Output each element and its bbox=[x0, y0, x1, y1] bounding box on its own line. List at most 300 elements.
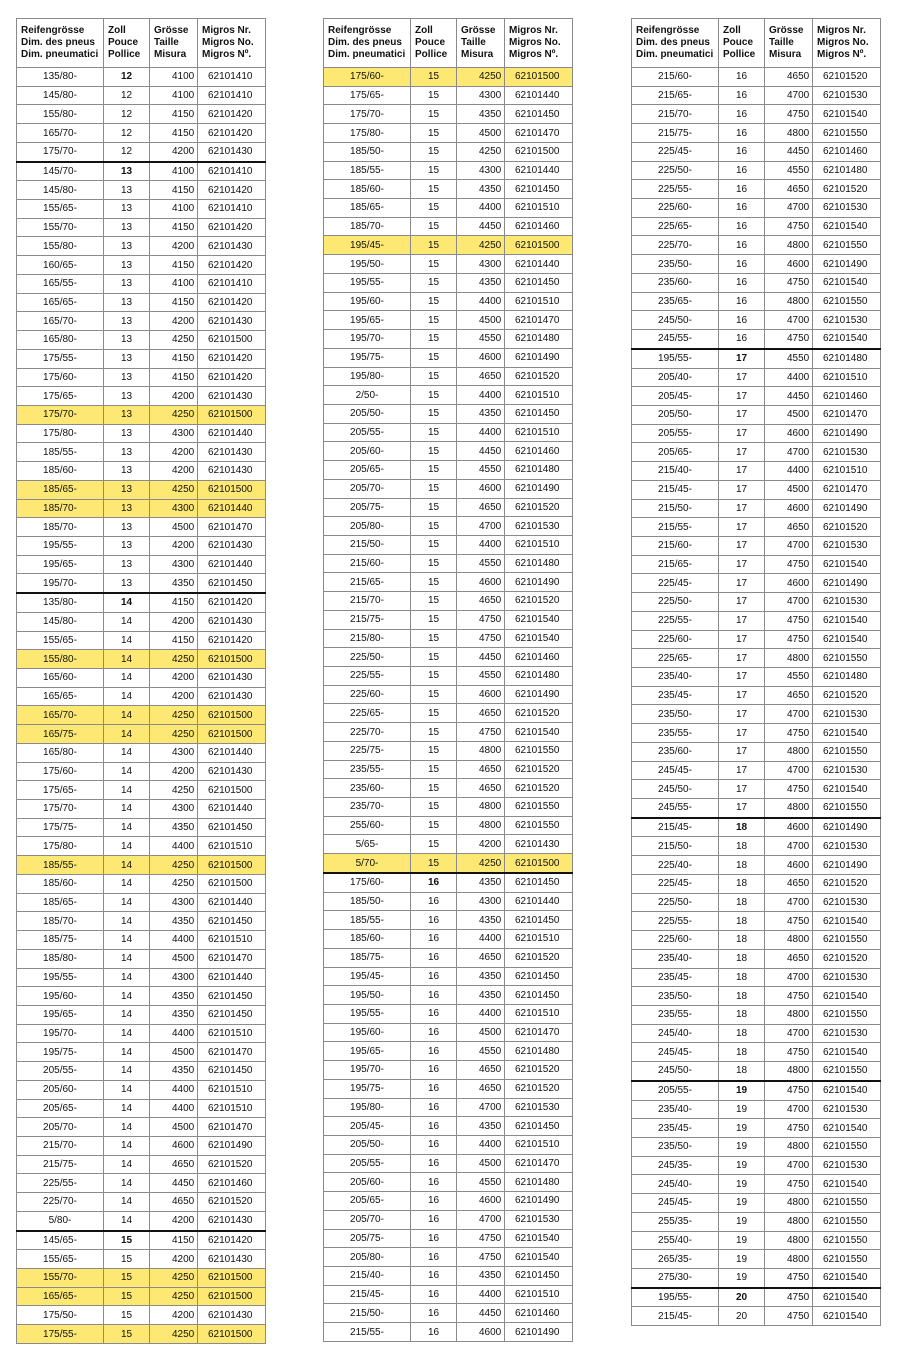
table-row bbox=[17, 1024, 266, 1043]
cell-size: 4650 bbox=[457, 367, 505, 386]
cell-tire-size: 215/55- bbox=[632, 518, 719, 537]
cell-tire-size: 205/70- bbox=[324, 479, 411, 498]
cell-inch: 17 bbox=[719, 462, 765, 481]
cell-size: 4350 bbox=[150, 574, 198, 593]
header-line: Dim. des pneus bbox=[636, 37, 710, 48]
table-row bbox=[17, 574, 266, 593]
table-row bbox=[17, 405, 266, 424]
cell-inch: 14 bbox=[104, 1211, 150, 1230]
table-row bbox=[324, 68, 573, 87]
cell-inch: 13 bbox=[104, 368, 150, 387]
cell-tire-size: 205/65- bbox=[632, 443, 719, 462]
cell-tire-size: 165/70- bbox=[17, 312, 104, 331]
header-line: Taille bbox=[769, 37, 794, 48]
header-line: Grösse bbox=[461, 25, 496, 36]
cell-inch: 15 bbox=[411, 386, 457, 405]
cell-size: 4450 bbox=[150, 1174, 198, 1193]
cell-tire-size: 245/35- bbox=[632, 1156, 719, 1175]
cell-tire-size: 215/60- bbox=[632, 536, 719, 555]
table-row bbox=[17, 856, 266, 875]
cell-size: 4350 bbox=[457, 967, 505, 986]
cell-tire-size: 195/75- bbox=[324, 348, 411, 367]
table-row bbox=[17, 800, 266, 819]
table-row bbox=[324, 873, 573, 892]
cell-inch: 15 bbox=[411, 236, 457, 255]
cell-inch: 18 bbox=[719, 968, 765, 987]
cell-migros-number: 62101520 bbox=[505, 779, 573, 798]
cell-size: 4800 bbox=[765, 1137, 813, 1156]
cell-tire-size: 215/65- bbox=[324, 573, 411, 592]
cell-tire-size: 195/60- bbox=[324, 292, 411, 311]
cell-migros-number: 62101430 bbox=[198, 1306, 266, 1325]
cell-size: 4350 bbox=[457, 911, 505, 930]
cell-migros-number: 62101420 bbox=[198, 105, 266, 124]
table-row bbox=[632, 68, 881, 87]
header-line: Pouce bbox=[415, 37, 446, 48]
table-row bbox=[632, 705, 881, 724]
cell-inch: 15 bbox=[411, 255, 457, 274]
cell-tire-size: 175/60- bbox=[17, 762, 104, 781]
cell-tire-size: 215/50- bbox=[324, 535, 411, 554]
cell-migros-number: 62101460 bbox=[505, 217, 573, 236]
cell-tire-size: 175/50- bbox=[17, 1306, 104, 1325]
cell-inch: 18 bbox=[719, 837, 765, 856]
cell-size: 4400 bbox=[765, 368, 813, 387]
cell-migros-number: 62101500 bbox=[198, 725, 266, 744]
cell-migros-number: 62101420 bbox=[198, 293, 266, 312]
cell-tire-size: 205/50- bbox=[632, 405, 719, 424]
cell-migros-number: 62101520 bbox=[813, 686, 881, 705]
cell-migros-number: 62101540 bbox=[813, 1043, 881, 1062]
cell-migros-number: 62101450 bbox=[505, 967, 573, 986]
cell-inch: 15 bbox=[411, 554, 457, 573]
cell-migros-number: 62101510 bbox=[198, 1024, 266, 1043]
cell-migros-number: 62101540 bbox=[813, 1269, 881, 1288]
cell-inch: 15 bbox=[411, 86, 457, 105]
cell-migros-number: 62101520 bbox=[505, 760, 573, 779]
cell-tire-size: 205/55- bbox=[632, 424, 719, 443]
table-row bbox=[632, 1043, 881, 1062]
cell-tire-size: 205/50- bbox=[324, 404, 411, 423]
cell-migros-number: 62101450 bbox=[505, 986, 573, 1005]
cell-tire-size: 205/60- bbox=[17, 1080, 104, 1099]
cell-size: 4650 bbox=[150, 1193, 198, 1212]
cell-tire-size: 245/55- bbox=[632, 330, 719, 349]
table-row bbox=[324, 610, 573, 629]
cell-migros-number: 62101460 bbox=[505, 648, 573, 667]
cell-inch: 15 bbox=[411, 273, 457, 292]
cell-size: 4350 bbox=[150, 987, 198, 1006]
cell-migros-number: 62101530 bbox=[813, 199, 881, 218]
cell-tire-size: 245/50- bbox=[632, 1062, 719, 1081]
cell-size: 4600 bbox=[765, 255, 813, 274]
cell-inch: 18 bbox=[719, 1043, 765, 1062]
table-row bbox=[632, 555, 881, 574]
cell-migros-number: 62101550 bbox=[813, 1005, 881, 1024]
header-line: Reifengrösse bbox=[21, 25, 85, 36]
cell-inch: 15 bbox=[411, 311, 457, 330]
cell-inch: 14 bbox=[104, 669, 150, 688]
cell-inch: 15 bbox=[411, 498, 457, 517]
cell-inch: 16 bbox=[411, 1004, 457, 1023]
table-row bbox=[17, 1250, 266, 1269]
table-row bbox=[324, 892, 573, 911]
table-row bbox=[324, 723, 573, 742]
cell-inch: 17 bbox=[719, 518, 765, 537]
cell-size: 4350 bbox=[457, 1117, 505, 1136]
cell-inch: 17 bbox=[719, 705, 765, 724]
table-row bbox=[17, 949, 266, 968]
cell-inch: 16 bbox=[411, 948, 457, 967]
cell-tire-size: 225/55- bbox=[17, 1174, 104, 1193]
cell-migros-number: 62101490 bbox=[813, 255, 881, 274]
cell-inch: 15 bbox=[411, 667, 457, 686]
table-row bbox=[632, 893, 881, 912]
cell-migros-number: 62101410 bbox=[198, 274, 266, 293]
table-row bbox=[17, 124, 266, 143]
cell-migros-number: 62101500 bbox=[198, 856, 266, 875]
cell-size: 4200 bbox=[150, 536, 198, 555]
cell-tire-size: 195/75- bbox=[324, 1079, 411, 1098]
cell-inch: 14 bbox=[104, 818, 150, 837]
cell-inch: 14 bbox=[104, 1062, 150, 1081]
cell-tire-size: 225/50- bbox=[632, 893, 719, 912]
table-row bbox=[632, 593, 881, 612]
cell-tire-size: 235/50- bbox=[632, 1137, 719, 1156]
table-row bbox=[632, 799, 881, 818]
cell-size: 4700 bbox=[765, 1156, 813, 1175]
cell-size: 4400 bbox=[457, 930, 505, 949]
cell-tire-size: 225/60- bbox=[632, 931, 719, 950]
cell-size: 4750 bbox=[765, 1307, 813, 1326]
cell-migros-number: 62101470 bbox=[813, 480, 881, 499]
cell-inch: 16 bbox=[719, 255, 765, 274]
table-row bbox=[324, 930, 573, 949]
cell-migros-number: 62101420 bbox=[198, 256, 266, 275]
cell-tire-size: 185/55- bbox=[17, 856, 104, 875]
cell-inch: 15 bbox=[411, 68, 457, 87]
cell-inch: 15 bbox=[411, 292, 457, 311]
cell-tire-size: 195/65- bbox=[324, 311, 411, 330]
cell-migros-number: 62101440 bbox=[198, 800, 266, 819]
table-row bbox=[324, 105, 573, 124]
cell-tire-size: 225/45- bbox=[632, 574, 719, 593]
table-row bbox=[324, 142, 573, 161]
cell-migros-number: 62101480 bbox=[505, 554, 573, 573]
cell-migros-number: 62101490 bbox=[505, 685, 573, 704]
cell-inch: 18 bbox=[719, 949, 765, 968]
cell-size: 4550 bbox=[457, 330, 505, 349]
header-line: Pollice bbox=[723, 49, 756, 60]
cell-size: 4800 bbox=[765, 931, 813, 950]
cell-tire-size: 225/50- bbox=[632, 593, 719, 612]
cell-tire-size: 195/50- bbox=[324, 255, 411, 274]
cell-inch: 13 bbox=[104, 293, 150, 312]
cell-tire-size: 185/50- bbox=[324, 142, 411, 161]
cell-migros-number: 62101500 bbox=[505, 142, 573, 161]
cell-migros-number: 62101530 bbox=[813, 311, 881, 330]
cell-inch: 16 bbox=[411, 1192, 457, 1211]
cell-size: 4300 bbox=[457, 892, 505, 911]
table-row bbox=[17, 1325, 266, 1344]
cell-inch: 15 bbox=[411, 105, 457, 124]
cell-tire-size: 205/40- bbox=[632, 368, 719, 387]
table-row bbox=[324, 330, 573, 349]
cell-migros-number: 62101530 bbox=[813, 443, 881, 462]
cell-tire-size: 155/80- bbox=[17, 105, 104, 124]
cell-size: 4750 bbox=[765, 1269, 813, 1288]
cell-tire-size: 205/80- bbox=[324, 1248, 411, 1267]
cell-size: 4550 bbox=[765, 668, 813, 687]
cell-size: 4650 bbox=[457, 1061, 505, 1080]
cell-size: 4350 bbox=[150, 1005, 198, 1024]
cell-tire-size: 235/70- bbox=[324, 798, 411, 817]
cell-migros-number: 62101490 bbox=[813, 574, 881, 593]
table-row bbox=[17, 555, 266, 574]
cell-migros-number: 62101500 bbox=[198, 1269, 266, 1288]
cell-migros-number: 62101450 bbox=[198, 987, 266, 1006]
table-row bbox=[632, 387, 881, 406]
cell-migros-number: 62101430 bbox=[198, 687, 266, 706]
cell-size: 4650 bbox=[457, 1079, 505, 1098]
cell-inch: 15 bbox=[411, 404, 457, 423]
header-line: Migros Nº. bbox=[509, 49, 559, 60]
table-row bbox=[324, 629, 573, 648]
cell-size: 4700 bbox=[765, 1100, 813, 1119]
header-line: Misura bbox=[769, 49, 802, 60]
table-row bbox=[324, 255, 573, 274]
cell-migros-number: 62101470 bbox=[813, 405, 881, 424]
cell-size: 4750 bbox=[765, 724, 813, 743]
cell-tire-size: 155/80- bbox=[17, 650, 104, 669]
cell-tire-size: 235/60- bbox=[632, 742, 719, 761]
cell-size: 4400 bbox=[150, 1024, 198, 1043]
cell-size: 4300 bbox=[150, 499, 198, 518]
header-line: Migros No. bbox=[509, 37, 561, 48]
cell-size: 4700 bbox=[765, 837, 813, 856]
cell-migros-number: 62101520 bbox=[813, 518, 881, 537]
cell-size: 4800 bbox=[457, 798, 505, 817]
cell-size: 4600 bbox=[150, 1136, 198, 1155]
cell-migros-number: 62101420 bbox=[198, 1231, 266, 1250]
cell-tire-size: 185/60- bbox=[17, 462, 104, 481]
cell-tire-size: 225/70- bbox=[324, 723, 411, 742]
cell-migros-number: 62101510 bbox=[198, 1080, 266, 1099]
header-tire-size bbox=[324, 19, 411, 68]
table-row bbox=[17, 331, 266, 350]
table-row bbox=[17, 443, 266, 462]
cell-inch: 18 bbox=[719, 1062, 765, 1081]
cell-inch: 17 bbox=[719, 387, 765, 406]
cell-tire-size: 225/45- bbox=[632, 874, 719, 893]
table-row bbox=[632, 818, 881, 837]
cell-inch: 18 bbox=[719, 818, 765, 837]
table-row bbox=[17, 1269, 266, 1288]
table-row bbox=[324, 986, 573, 1005]
cell-tire-size: 205/80- bbox=[324, 517, 411, 536]
cell-size: 4800 bbox=[765, 649, 813, 668]
cell-migros-number: 62101480 bbox=[813, 668, 881, 687]
cell-tire-size: 185/75- bbox=[17, 931, 104, 950]
cell-inch: 13 bbox=[104, 181, 150, 200]
table-row bbox=[324, 1285, 573, 1304]
cell-migros-number: 62101520 bbox=[505, 704, 573, 723]
cell-migros-number: 62101480 bbox=[505, 1173, 573, 1192]
table-row bbox=[324, 741, 573, 760]
cell-size: 4450 bbox=[457, 1304, 505, 1323]
cell-size: 4350 bbox=[457, 1267, 505, 1286]
cell-size: 4550 bbox=[457, 1173, 505, 1192]
cell-size: 4500 bbox=[765, 480, 813, 499]
cell-size: 4400 bbox=[150, 931, 198, 950]
cell-size: 4300 bbox=[150, 800, 198, 819]
table-row bbox=[17, 1193, 266, 1212]
table-row bbox=[632, 949, 881, 968]
table-row bbox=[632, 1062, 881, 1081]
table-row bbox=[324, 1192, 573, 1211]
table-row bbox=[632, 987, 881, 1006]
table-row bbox=[324, 161, 573, 180]
cell-size: 4250 bbox=[150, 1269, 198, 1288]
cell-inch: 15 bbox=[411, 798, 457, 817]
cell-size: 4200 bbox=[150, 669, 198, 688]
cell-inch: 15 bbox=[411, 348, 457, 367]
cell-tire-size: 235/55- bbox=[324, 760, 411, 779]
cell-size: 4250 bbox=[457, 142, 505, 161]
table-row bbox=[632, 1175, 881, 1194]
cell-size: 4150 bbox=[150, 256, 198, 275]
cell-inch: 14 bbox=[104, 1193, 150, 1212]
cell-migros-number: 62101540 bbox=[505, 610, 573, 629]
cell-tire-size: 195/55- bbox=[324, 1004, 411, 1023]
cell-tire-size: 205/45- bbox=[632, 387, 719, 406]
cell-migros-number: 62101420 bbox=[198, 593, 266, 612]
cell-inch: 14 bbox=[104, 968, 150, 987]
cell-size: 4600 bbox=[765, 424, 813, 443]
cell-inch: 18 bbox=[719, 856, 765, 875]
table-row bbox=[324, 911, 573, 930]
cell-tire-size: 215/50- bbox=[632, 837, 719, 856]
cell-size: 4350 bbox=[457, 273, 505, 292]
table-row bbox=[17, 1231, 266, 1250]
header-size bbox=[150, 19, 198, 68]
cell-tire-size: 225/50- bbox=[324, 648, 411, 667]
table-row bbox=[17, 631, 266, 650]
table-row bbox=[17, 68, 266, 87]
header-line: Taille bbox=[154, 37, 179, 48]
table-row bbox=[632, 236, 881, 255]
cell-inch: 16 bbox=[719, 105, 765, 124]
cell-size: 4600 bbox=[457, 1323, 505, 1342]
cell-size: 4200 bbox=[150, 462, 198, 481]
cell-tire-size: 205/75- bbox=[324, 498, 411, 517]
cell-migros-number: 62101500 bbox=[198, 781, 266, 800]
cell-tire-size: 205/55- bbox=[632, 1081, 719, 1100]
cell-inch: 16 bbox=[411, 1154, 457, 1173]
cell-inch: 15 bbox=[104, 1325, 150, 1344]
cell-size: 4150 bbox=[150, 218, 198, 237]
table-row bbox=[324, 386, 573, 405]
cell-size: 4800 bbox=[765, 292, 813, 311]
cell-tire-size: 175/80- bbox=[17, 424, 104, 443]
table-row bbox=[17, 987, 266, 1006]
cell-inch: 14 bbox=[104, 1024, 150, 1043]
cell-migros-number: 62101520 bbox=[813, 874, 881, 893]
cell-migros-number: 62101500 bbox=[198, 1287, 266, 1306]
cell-inch: 17 bbox=[719, 630, 765, 649]
cell-tire-size: 175/70- bbox=[17, 142, 104, 161]
cell-migros-number: 62101540 bbox=[813, 912, 881, 931]
cell-tire-size: 135/80- bbox=[17, 593, 104, 612]
cell-size: 4800 bbox=[765, 742, 813, 761]
cell-migros-number: 62101540 bbox=[813, 780, 881, 799]
header-line: Migros Nr. bbox=[817, 25, 866, 36]
cell-migros-number: 62101550 bbox=[813, 799, 881, 818]
cell-inch: 15 bbox=[411, 835, 457, 854]
cell-tire-size: 5/80- bbox=[17, 1211, 104, 1230]
table-row bbox=[17, 1136, 266, 1155]
cell-size: 4650 bbox=[765, 686, 813, 705]
cell-size: 4200 bbox=[150, 312, 198, 331]
table-row bbox=[17, 1062, 266, 1081]
table-row bbox=[324, 423, 573, 442]
cell-migros-number: 62101450 bbox=[505, 180, 573, 199]
cell-tire-size: 195/55- bbox=[632, 349, 719, 368]
cell-tire-size: 225/65- bbox=[324, 704, 411, 723]
size-table-middle bbox=[323, 18, 573, 1342]
cell-size: 4800 bbox=[765, 124, 813, 143]
cell-inch: 15 bbox=[411, 573, 457, 592]
cell-size: 4800 bbox=[765, 236, 813, 255]
cell-tire-size: 175/70- bbox=[17, 405, 104, 424]
cell-inch: 13 bbox=[104, 443, 150, 462]
cell-migros-number: 62101490 bbox=[505, 1192, 573, 1211]
cell-migros-number: 62101550 bbox=[813, 649, 881, 668]
table-row bbox=[632, 724, 881, 743]
cell-size: 4150 bbox=[150, 368, 198, 387]
cell-inch: 14 bbox=[104, 837, 150, 856]
cell-migros-number: 62101520 bbox=[505, 592, 573, 611]
cell-migros-number: 62101530 bbox=[505, 1210, 573, 1229]
table-row bbox=[17, 612, 266, 631]
cell-migros-number: 62101430 bbox=[198, 536, 266, 555]
table-row bbox=[324, 180, 573, 199]
cell-migros-number: 62101450 bbox=[505, 273, 573, 292]
cell-inch: 17 bbox=[719, 649, 765, 668]
table-row bbox=[632, 668, 881, 687]
cell-tire-size: 165/75- bbox=[17, 725, 104, 744]
cell-tire-size: 235/55- bbox=[632, 724, 719, 743]
cell-inch: 13 bbox=[104, 424, 150, 443]
cell-migros-number: 62101460 bbox=[813, 142, 881, 161]
cell-inch: 14 bbox=[104, 1136, 150, 1155]
cell-migros-number: 62101510 bbox=[198, 931, 266, 950]
cell-migros-number: 62101520 bbox=[505, 1061, 573, 1080]
table-row bbox=[324, 1210, 573, 1229]
cell-inch: 16 bbox=[719, 86, 765, 105]
table-row bbox=[632, 368, 881, 387]
header-size bbox=[765, 19, 813, 68]
cell-tire-size: 235/60- bbox=[324, 779, 411, 798]
cell-size: 4450 bbox=[765, 142, 813, 161]
cell-tire-size: 205/75- bbox=[324, 1229, 411, 1248]
cell-inch: 17 bbox=[719, 742, 765, 761]
cell-size: 4750 bbox=[765, 330, 813, 349]
cell-inch: 13 bbox=[104, 462, 150, 481]
cell-size: 4350 bbox=[457, 180, 505, 199]
cell-migros-number: 62101470 bbox=[198, 518, 266, 537]
cell-size: 4650 bbox=[150, 1155, 198, 1174]
